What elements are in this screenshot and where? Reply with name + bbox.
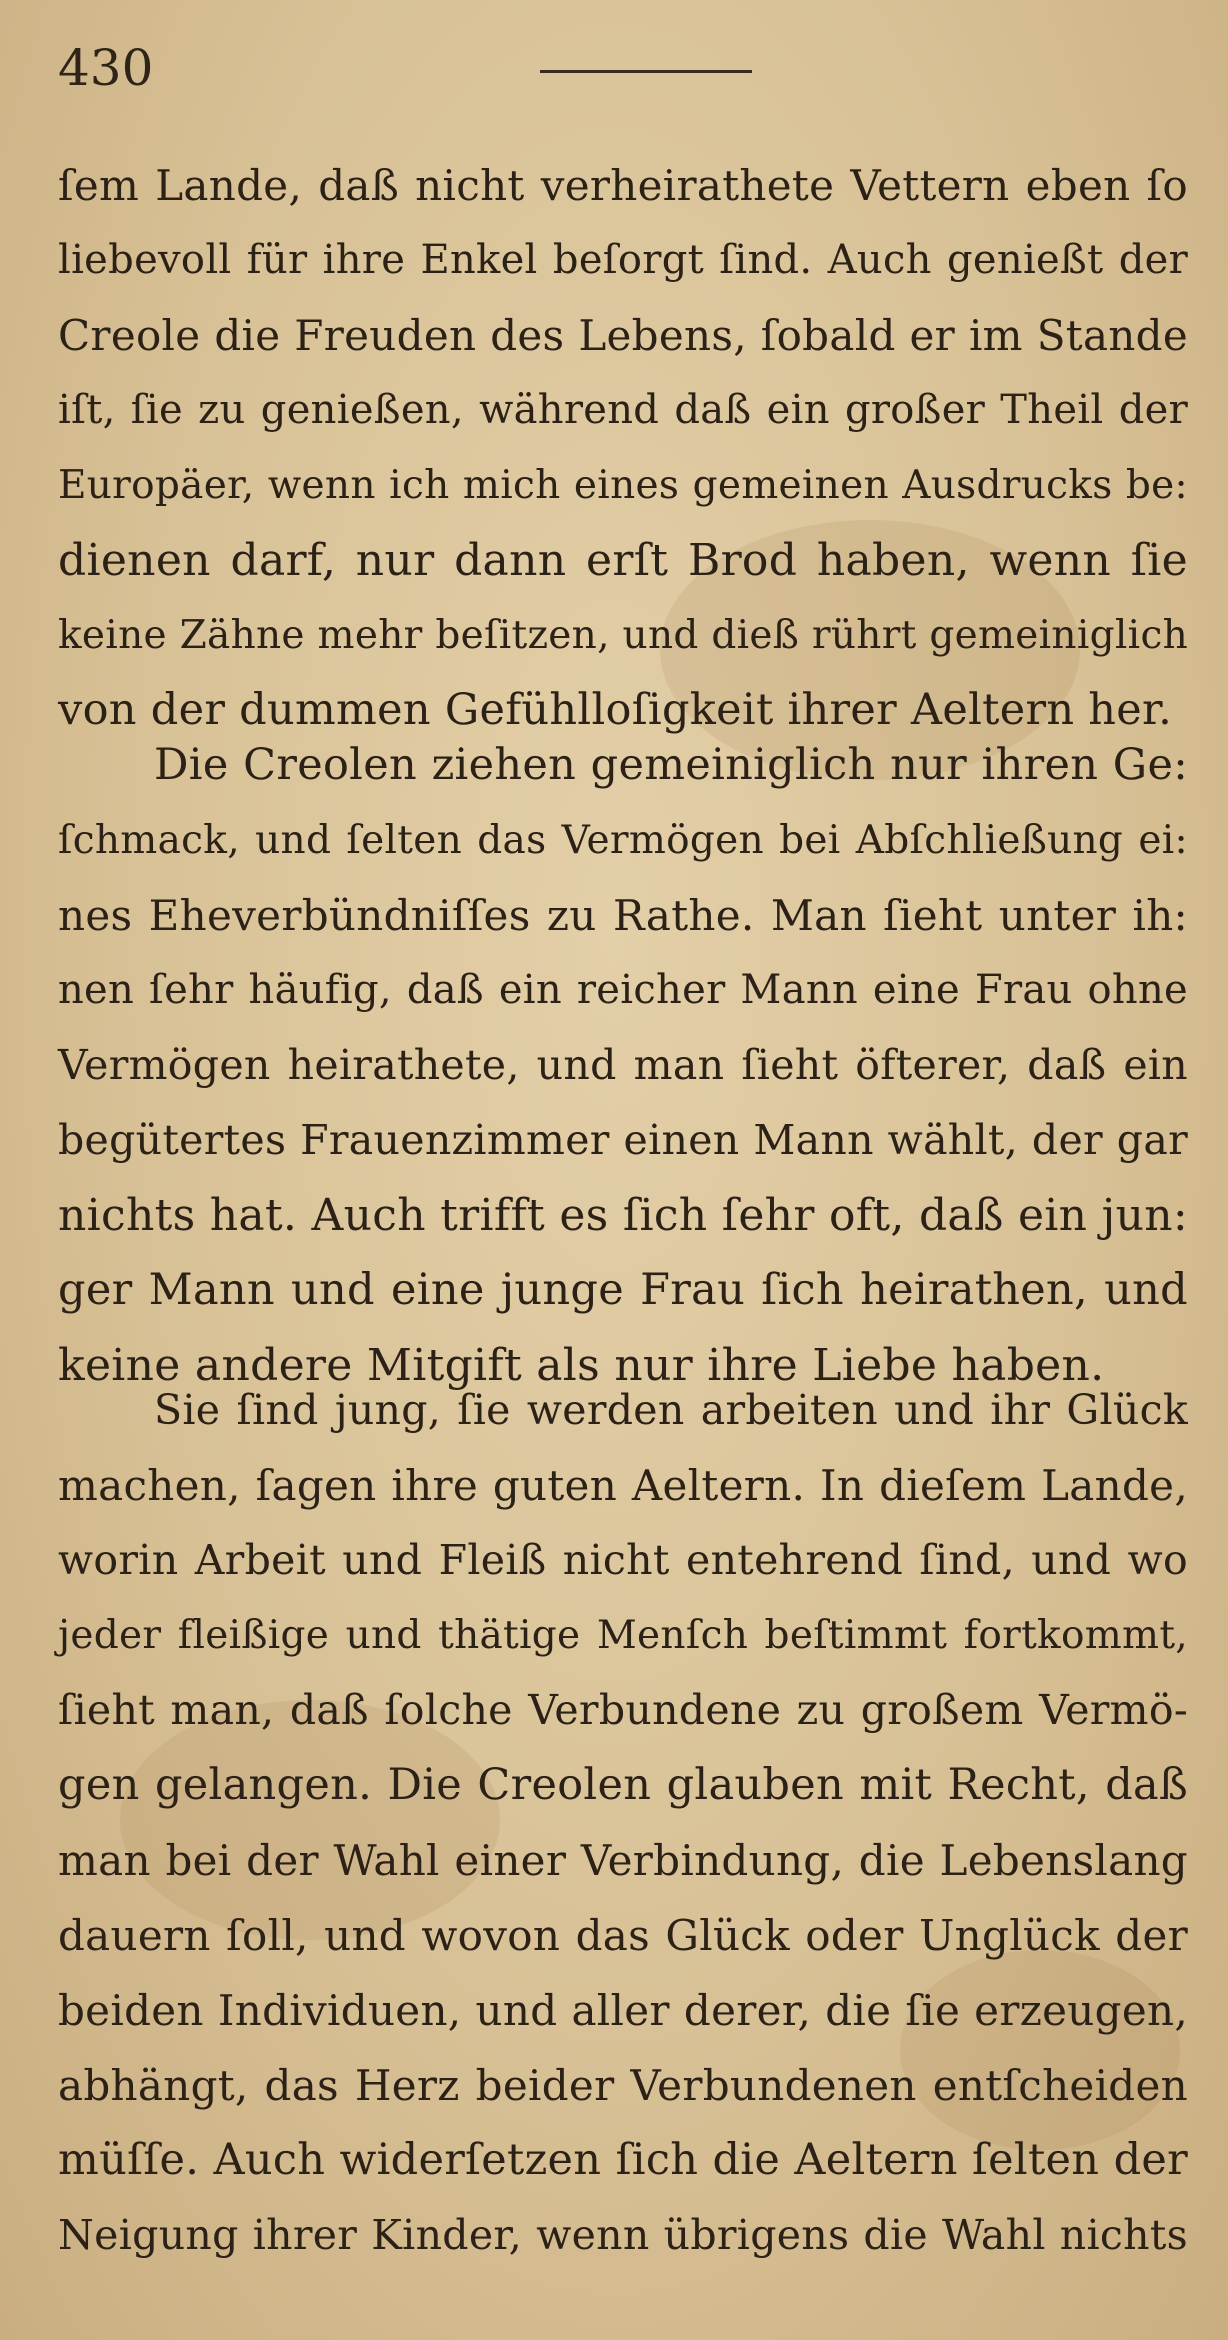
paragraph-1 bbox=[58, 148, 1188, 748]
text-line: keine andere Mitgift als nur ihre Liebe haben. bbox=[58, 1340, 1105, 1391]
text-line: Vermögen heirathete, und man ſieht öfterer, daß ein bbox=[58, 1041, 1188, 1089]
text-line: von der dummen Gefühlloſigkeit ihrer Aeltern her. bbox=[58, 685, 1173, 735]
page-number: 430 bbox=[58, 39, 154, 97]
text-line: jeder fleißige und thätige Menſch beſtimmt fortkommt, bbox=[58, 1613, 1188, 1658]
text-line: ger Mann und eine junge Frau ſich heirathen, und bbox=[58, 1265, 1188, 1315]
text-line: machen, ſagen ihre guten Aeltern. In dieſem Lande, bbox=[58, 1461, 1188, 1510]
text-line: Die Creolen ziehen gemeiniglich nur ihren Ge: bbox=[154, 740, 1188, 790]
text-line: gen gelangen. Die Creolen glauben mit Recht, daß bbox=[58, 1760, 1188, 1810]
text-line: begütertes Frauenzimmer einen Mann wählt, der gar bbox=[58, 1116, 1188, 1164]
text-line: ſieht man, daß ſolche Verbundene zu großem Vermö- bbox=[58, 1686, 1188, 1734]
text-line: Sie ſind jung, ſie werden arbeiten und ihr Glück bbox=[154, 1386, 1188, 1434]
text-line: ſem Lande, daß nicht verheirathete Vettern eben ſo bbox=[58, 161, 1188, 210]
text-line: nes Eheverbündniſſes zu Rathe. Man ſieht unter ih: bbox=[58, 891, 1188, 940]
header-rule bbox=[540, 70, 752, 73]
text-line: dienen darf, nur dann erſt Brod haben, wenn ſie bbox=[58, 535, 1188, 586]
text-line: ſchmack, und ſelten das Vermögen bei Abſchließung ei: bbox=[58, 818, 1188, 863]
text-line: dauern ſoll, und wovon das Glück oder Unglück der bbox=[58, 1911, 1188, 1960]
text-line: abhängt, das Herz beider Verbundenen entſcheiden bbox=[58, 2061, 1188, 2110]
text-line: Creole die Freuden des Lebens, ſobald er im Stande bbox=[58, 311, 1188, 360]
text-line: müſſe. Auch widerſetzen ſich die Aeltern ſelten der bbox=[58, 2135, 1188, 2185]
paragraph-3 bbox=[58, 1373, 1188, 2273]
paragraph-2 bbox=[58, 728, 1188, 1403]
text-line: man bei der Wahl einer Verbindung, die Lebenslang bbox=[58, 1836, 1188, 1885]
text-line: beiden Individuen, und aller derer, die ſie erzeugen, bbox=[58, 1986, 1188, 2035]
text-line: liebevoll für ihre Enkel beſorgt ſind. Auch genießt der bbox=[58, 237, 1188, 283]
text-line: Neigung ihrer Kinder, wenn übrigens die Wahl nichts bbox=[58, 2211, 1188, 2259]
text-line: worin Arbeit und Fleiß nicht entehrend ſind, und wo bbox=[58, 1536, 1188, 1584]
text-line: nichts hat. Auch trifft es ſich ſehr oft, daß ein jun: bbox=[58, 1190, 1188, 1241]
text-line: nen ſehr häufig, daß ein reicher Mann eine Frau ohne bbox=[58, 967, 1188, 1013]
text-line: iſt, ſie zu genießen, während daß ein großer Theil der bbox=[58, 387, 1188, 433]
text-line: keine Zähne mehr beſitzen, und dieß rührt gemeiniglich bbox=[58, 613, 1188, 658]
text-line: Europäer, wenn ich mich eines gemeinen Ausdrucks be: bbox=[58, 463, 1188, 508]
